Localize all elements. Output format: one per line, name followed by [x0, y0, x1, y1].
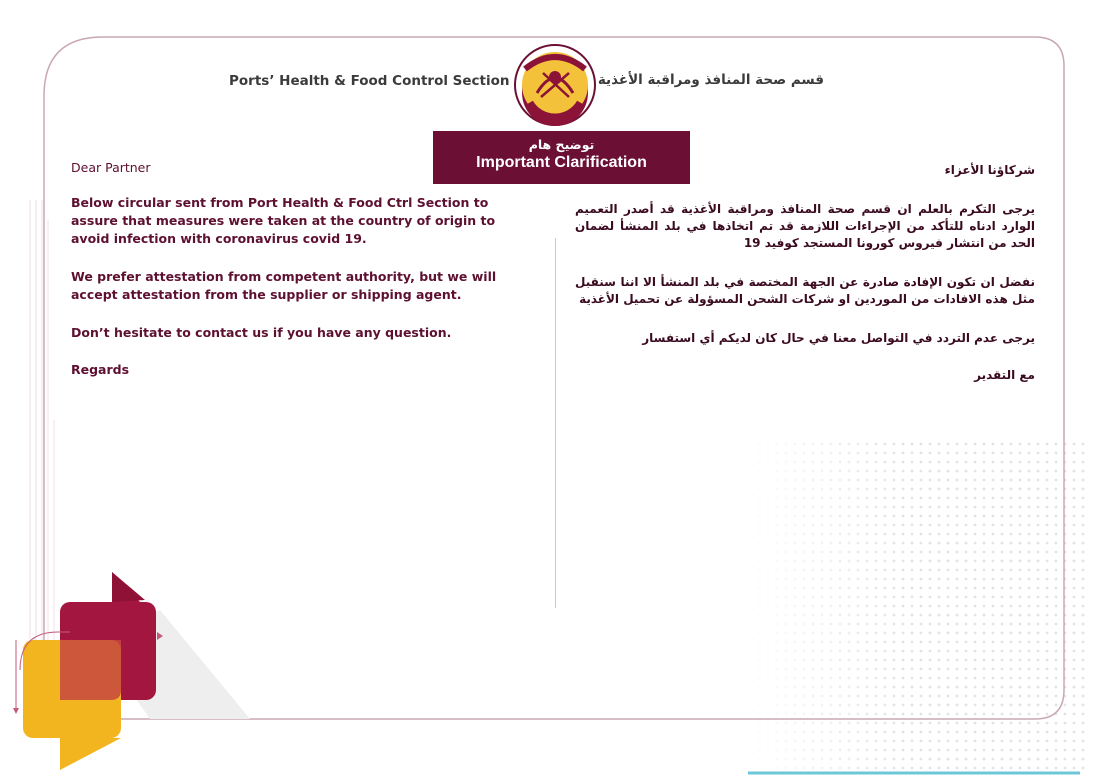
arabic-closing: مع التقدير	[974, 368, 1035, 382]
english-paragraph-2: We prefer attestation from competent authority, but we will accept attestation from the supplier or shipping agent.	[71, 269, 497, 302]
arabic-paragraph-1: يرجى التكرم بالعلم ان قسم صحة المنافذ ومراقبة الأغذية قد أصدر التعميم الوارد ادناه للتأكد من الإجراءات اللازمة قد تم اتخاذها في بلد المنشأ لضمان الحد من انتشار فيروس كورونا المستجد كوفيد 19	[575, 202, 1035, 250]
english-closing: Regards	[71, 362, 130, 377]
banner-title-en: Important Clarification	[476, 154, 647, 171]
banner-title-ar: توضيح هام	[528, 137, 595, 152]
column-divider	[555, 238, 556, 608]
arabic-message	[575, 162, 1035, 384]
arabic-paragraph-2: نفضل ان تكون الإفادة صادرة عن الجهة المختصة في بلد المنشأ الا اننا سنقبل مثل هذه الافادات من الموردين او شركات الشحن المسؤولة عن تحميل الأغذية	[575, 275, 1035, 306]
header-title-en: Ports’ Health & Food Control Section	[229, 73, 510, 89]
ministry-emblem-logo	[511, 43, 599, 127]
english-paragraph-3: Don’t hesitate to contact us if you have any question.	[71, 325, 452, 340]
header-title-ar: قسم صحة المنافذ ومراقبة الأغذية	[597, 72, 824, 88]
left-stripes	[30, 200, 54, 700]
arabic-paragraph-3: يرجى عدم التردد في التواصل معنا في حال كان لديكم أي استفسار	[642, 331, 1035, 345]
arabic-greeting: شركاؤنا الأعزاء	[944, 163, 1035, 177]
english-greeting: Dear Partner	[71, 160, 151, 175]
english-paragraph-1: Below circular sent from Port Health & Food Ctrl Section to assure that measures were taken at the country of origin to avoid infection with coronavirus covid 19.	[71, 195, 496, 246]
english-message	[71, 159, 511, 379]
